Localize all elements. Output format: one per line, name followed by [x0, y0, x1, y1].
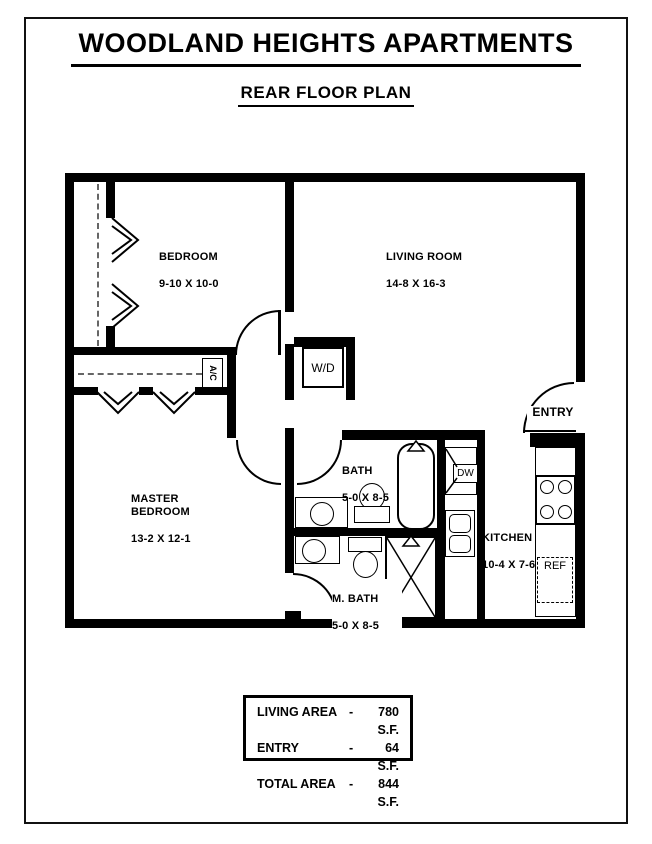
wall-outer-right-upper — [576, 173, 585, 382]
wall-bedroom-bottom — [74, 347, 237, 355]
table-row — [257, 703, 399, 739]
washer-dryer-label: W/D — [311, 360, 335, 375]
subtitle-block — [24, 83, 628, 107]
ac-label: A/C — [207, 365, 218, 381]
mbath-sink — [302, 539, 326, 563]
area-row-label: TOTAL AREA — [257, 777, 336, 791]
bath-sink — [310, 502, 334, 526]
table-row — [257, 775, 399, 811]
master-bath-dims: 5-0 X 8-5 — [332, 619, 380, 632]
stove-burner-1 — [540, 480, 554, 494]
wall-outer-top — [65, 173, 585, 182]
wall-outer-bottom — [65, 619, 585, 628]
wall-outer-right-lower — [576, 433, 585, 628]
room-label-bath — [342, 451, 402, 519]
wall-kitchen-strip-left — [437, 440, 445, 619]
wall-bedroom-closet-stub-top — [106, 182, 115, 218]
wall-bedroom-living — [285, 182, 294, 312]
refrigerator-label: REF — [544, 560, 566, 572]
master-closet-dashed-line — [78, 373, 202, 375]
bath-dims: 5-0 X 8-5 — [342, 491, 390, 504]
room-label-entry: ENTRY — [527, 406, 579, 420]
area-row-value: 844 S.F. — [377, 777, 399, 809]
wall-hinge-post — [285, 428, 294, 483]
area-row-label: LIVING AREA — [257, 705, 338, 719]
bedroom-dims: 9-10 X 10-0 — [159, 277, 219, 290]
area-row-label: ENTRY — [257, 741, 299, 755]
entry-door-leaf — [523, 430, 576, 432]
bedroom-name: BEDROOM — [159, 250, 218, 263]
area-row-value: 780 S.F. — [377, 705, 399, 737]
page-title: WOODLAND HEIGHTS APARTMENTS — [71, 28, 582, 67]
area-row-value: 64 S.F. — [377, 741, 399, 773]
wall-kitchen-top-right — [530, 433, 585, 447]
room-label-master-bedroom — [131, 479, 226, 560]
bedroom-door-leaf — [278, 310, 281, 355]
dishwasher-label: DW — [457, 468, 474, 479]
living-room-name: LIVING ROOM — [386, 250, 463, 263]
stove-burner-4 — [558, 505, 572, 519]
page-subtitle: REAR FLOOR PLAN — [238, 83, 415, 107]
wall-wd-left — [285, 344, 294, 400]
bath-name: BATH — [342, 464, 373, 477]
kitchen-dims: 10-4 X 7-6 — [482, 558, 536, 571]
mbath-toilet-tank — [348, 537, 382, 552]
wall-outer-left — [65, 173, 74, 628]
room-label-master-bath — [332, 579, 402, 647]
room-label-living-room — [386, 237, 481, 305]
mbath-toilet-bowl — [353, 551, 378, 578]
area-row-dash: - — [349, 705, 354, 719]
room-label-kitchen — [482, 518, 542, 586]
stove-burner-3 — [540, 505, 554, 519]
kitchen-sink-basin-bottom — [449, 535, 471, 553]
room-label-bedroom — [159, 237, 244, 305]
area-summary-table — [243, 695, 413, 809]
kitchen-name: KITCHEN — [482, 531, 533, 544]
title-block — [24, 28, 628, 67]
wall-bath-top — [342, 430, 485, 440]
area-row-dash: - — [349, 741, 354, 755]
master-bath-name: M. BATH — [332, 592, 379, 605]
wall-wd-right — [346, 337, 355, 400]
bathtub — [397, 443, 435, 530]
table-row — [257, 739, 399, 775]
wall-master-closet-c — [195, 387, 236, 395]
living-room-dims: 14-8 X 16-3 — [386, 277, 446, 290]
wall-master-closet-a — [74, 387, 98, 395]
area-row-dash: - — [349, 777, 354, 791]
master-bedroom-dims: 13-2 X 12-1 — [131, 533, 191, 545]
stove-burner-2 — [558, 480, 572, 494]
bedroom-closet-dashed-line — [97, 184, 99, 346]
kitchen-sink-basin-top — [449, 514, 471, 533]
wall-bedroom-closet-stub-bottom — [106, 326, 115, 349]
wall-master-right — [285, 483, 294, 573]
wall-master-closet-b — [139, 387, 153, 395]
master-bedroom-name: MASTER BEDROOM — [131, 492, 190, 518]
